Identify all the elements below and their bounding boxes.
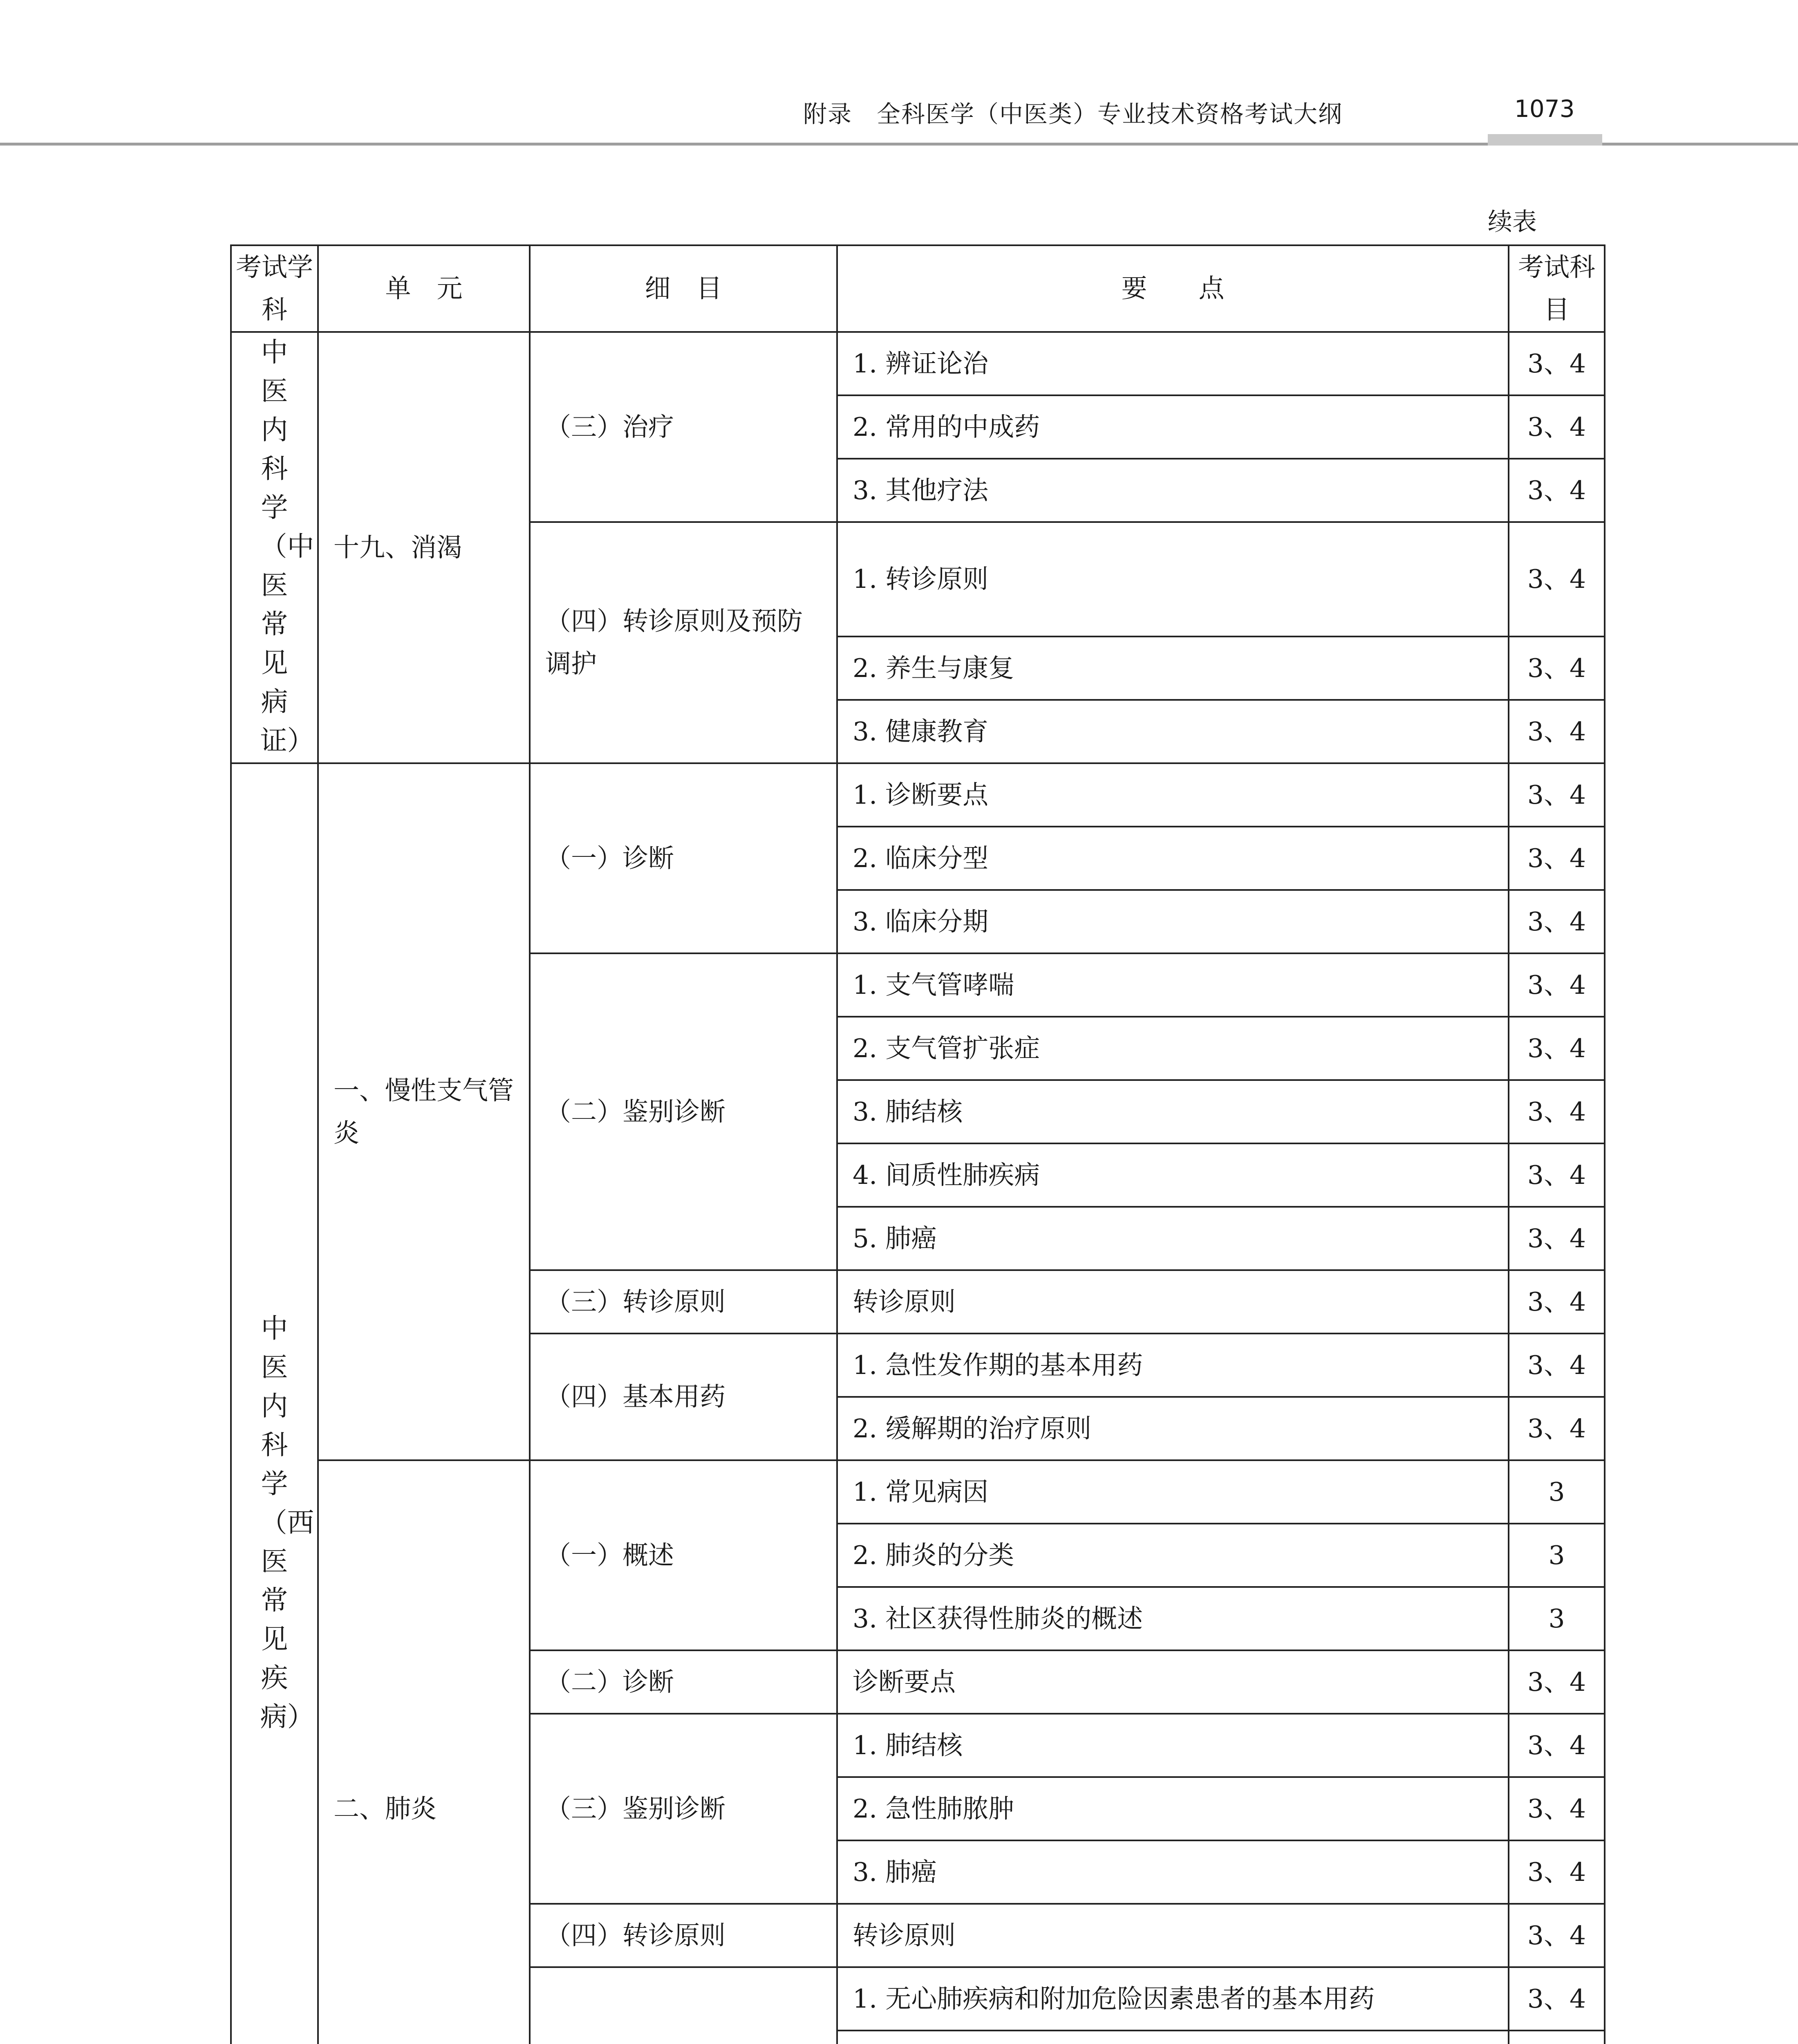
detail-cell: （三）治疗 bbox=[530, 332, 837, 522]
exam-cell: 3、4 bbox=[1509, 953, 1605, 1017]
exam-cell: 3、4 bbox=[1509, 459, 1605, 522]
point-cell: 2. 缓解期的治疗原则 bbox=[837, 1397, 1509, 1460]
point-cell: 3. 肺结核 bbox=[837, 1080, 1509, 1143]
exam-cell: 3、4 bbox=[1509, 1840, 1605, 1904]
point-cell: 3. 社区获得性肺炎的概述 bbox=[837, 1587, 1509, 1650]
point-cell: 3. 健康教育 bbox=[837, 700, 1509, 763]
header-detail: 细 目 bbox=[530, 245, 837, 332]
detail-cell: （二）鉴别诊断 bbox=[530, 953, 837, 1270]
point-cell: 2. 常用的中成药 bbox=[837, 395, 1509, 459]
exam-cell: 3、4 bbox=[1509, 1080, 1605, 1143]
detail-cell: （三）鉴别诊断 bbox=[530, 1714, 837, 1904]
point-cell: 诊断要点 bbox=[837, 1650, 1509, 1714]
detail-cell: （四）转诊原则及预防调护 bbox=[530, 522, 837, 763]
subject-cell-tcm bbox=[231, 332, 318, 763]
exam-cell: 3、4 bbox=[1509, 1777, 1605, 1840]
exam-cell: 3、4 bbox=[1509, 637, 1605, 700]
exam-cell: 3、4 bbox=[1509, 332, 1605, 395]
header-point: 要 点 bbox=[837, 245, 1509, 332]
point-cell: 1. 转诊原则 bbox=[837, 522, 1509, 637]
point-cell: 转诊原则 bbox=[837, 1904, 1509, 1967]
subject-text: 中医内科学（西医常见疾病） bbox=[260, 1312, 314, 1732]
point-cell: 转诊原则 bbox=[837, 1270, 1509, 1334]
exam-cell: 3、4 bbox=[1509, 1650, 1605, 1714]
detail-cell: （二）诊断 bbox=[530, 1650, 837, 1714]
point-cell: 4. 间质性肺疾病 bbox=[837, 1143, 1509, 1207]
detail-cell: （一）诊断 bbox=[530, 763, 837, 953]
exam-cell: 3 bbox=[1509, 1460, 1605, 1524]
point-cell: 1. 常见病因 bbox=[837, 1460, 1509, 1524]
point-cell: 2. 肺炎的分类 bbox=[837, 1524, 1509, 1587]
exam-cell: 3、4 bbox=[1509, 522, 1605, 637]
point-cell: 2. 养生与康复 bbox=[837, 637, 1509, 700]
detail-cell: （四）基本用药 bbox=[530, 1334, 837, 1460]
header-rule-accent bbox=[1488, 134, 1602, 146]
table-row bbox=[231, 763, 1605, 827]
exam-cell: 3、4 bbox=[1509, 1904, 1605, 1967]
exam-cell: 3、4 bbox=[1509, 1207, 1605, 1270]
table-row bbox=[231, 1460, 1605, 1524]
exam-cell: 3、4 bbox=[1509, 1334, 1605, 1397]
point-cell: 5. 肺癌 bbox=[837, 1207, 1509, 1270]
table-row bbox=[231, 332, 1605, 395]
exam-cell: 3、4 bbox=[1509, 890, 1605, 953]
table-header-row bbox=[231, 245, 1605, 332]
running-header-title: 附录 全科医学（中医类）专业技术资格考试大纲 bbox=[803, 100, 1343, 128]
point-cell: 2. 支气管扩张症 bbox=[837, 1017, 1509, 1080]
point-cell: 1. 急性发作期的基本用药 bbox=[837, 1334, 1509, 1397]
point-cell: 1. 肺结核 bbox=[837, 1714, 1509, 1777]
detail-cell: （三）转诊原则 bbox=[530, 1270, 837, 1334]
exam-cell: 3、4 bbox=[1509, 700, 1605, 763]
point-cell: 1. 辨证论治 bbox=[837, 332, 1509, 395]
exam-cell: 3、4 bbox=[1509, 1967, 1605, 2031]
exam-cell: 3、4 bbox=[1509, 395, 1605, 459]
subject-text: 中医内科学（中医常见病证） bbox=[260, 336, 314, 756]
header-unit: 单 元 bbox=[318, 245, 530, 332]
header-exam: 考试科目 bbox=[1509, 245, 1605, 332]
detail-cell: （四）转诊原则 bbox=[530, 1904, 837, 1967]
syllabus-table bbox=[230, 244, 1605, 2044]
exam-cell: 3、4 bbox=[1509, 763, 1605, 827]
exam-cell: 3、4 bbox=[1509, 1143, 1605, 1207]
exam-cell: 3、4 bbox=[1509, 1017, 1605, 1080]
point-cell: 2. 急性肺脓肿 bbox=[837, 1777, 1509, 1840]
exam-cell: 3、4 bbox=[1509, 1270, 1605, 1334]
detail-cell bbox=[530, 1967, 837, 2044]
unit-cell: 一、慢性支气管炎 bbox=[318, 763, 530, 1460]
header-subject: 考试学科 bbox=[231, 245, 318, 332]
exam-cell: 3 bbox=[1509, 1587, 1605, 1650]
point-cell: 1. 无心肺疾病和附加危险因素患者的基本用药 bbox=[837, 1967, 1509, 2031]
point-cell bbox=[837, 2031, 1509, 2044]
point-cell: 3. 其他疗法 bbox=[837, 459, 1509, 522]
unit-cell: 二、肺炎 bbox=[318, 1460, 530, 2044]
exam-cell: 3、4 bbox=[1509, 1714, 1605, 1777]
point-cell: 1. 支气管哮喘 bbox=[837, 953, 1509, 1017]
point-cell: 1. 诊断要点 bbox=[837, 763, 1509, 827]
subject-cell-western bbox=[231, 763, 318, 2044]
exam-cell bbox=[1509, 2031, 1605, 2044]
point-cell: 2. 临床分型 bbox=[837, 827, 1509, 890]
page-number: 1073 bbox=[1514, 95, 1575, 123]
exam-cell: 3、4 bbox=[1509, 1397, 1605, 1460]
point-cell: 3. 肺癌 bbox=[837, 1840, 1509, 1904]
continued-label: 续表 bbox=[1488, 208, 1537, 236]
detail-cell: （一）概述 bbox=[530, 1460, 837, 1650]
exam-cell: 3 bbox=[1509, 1524, 1605, 1587]
unit-cell: 十九、消渴 bbox=[318, 332, 530, 763]
exam-cell: 3、4 bbox=[1509, 827, 1605, 890]
point-cell: 3. 临床分期 bbox=[837, 890, 1509, 953]
